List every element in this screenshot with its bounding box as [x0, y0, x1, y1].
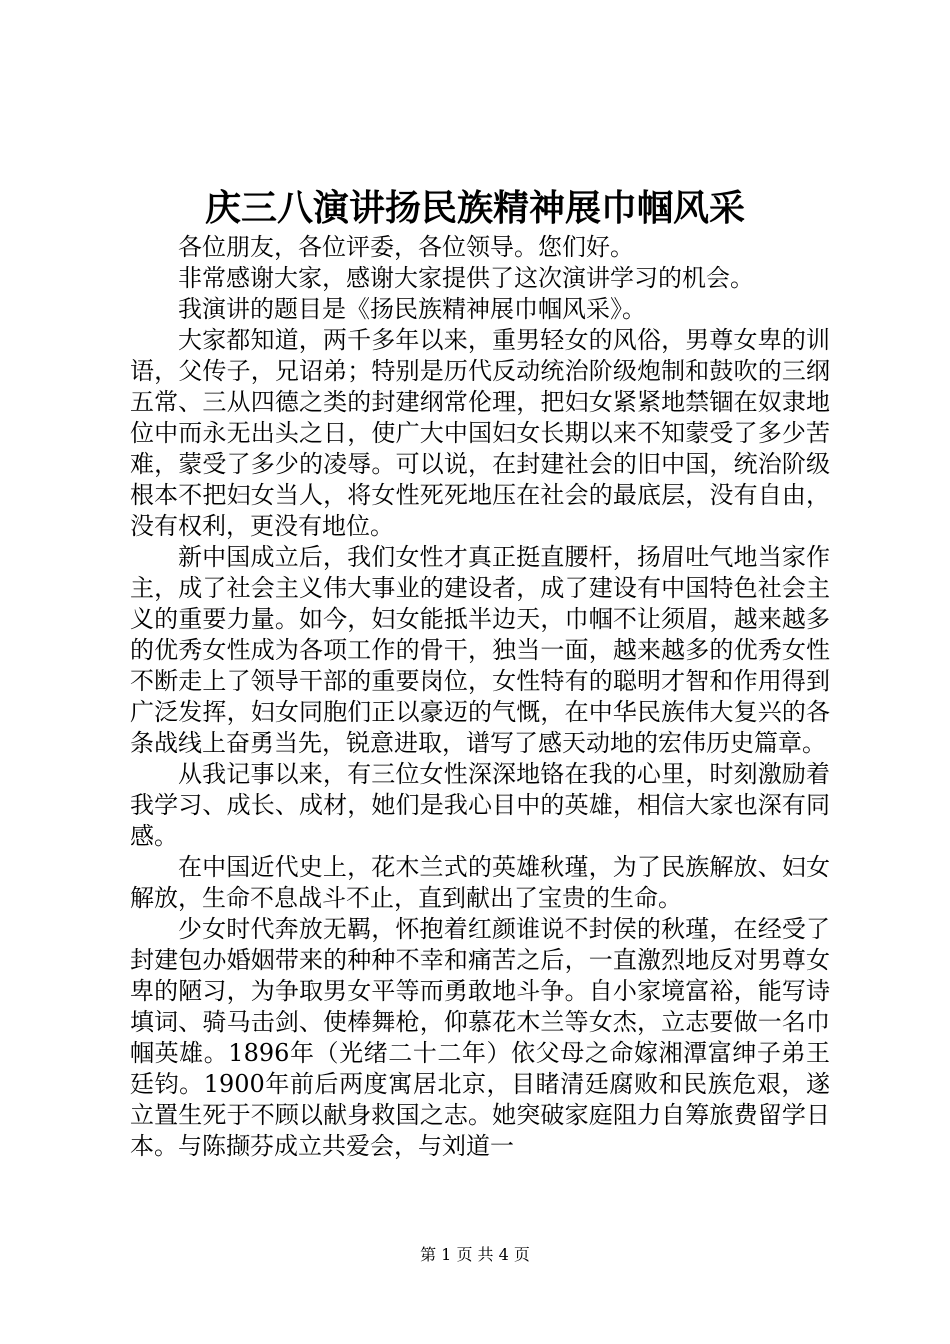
paragraph-thanks: 非常感谢大家，感谢大家提供了这次演讲学习的机会。: [178, 264, 754, 292]
document-body: [130, 232, 830, 1162]
document-title: 庆三八演讲扬民族精神展巾帼风采: [204, 187, 745, 229]
page-footer: 第 1 页 共 4 页: [420, 1245, 530, 1264]
paragraph-new-china: 新中国成立后，我们女性才真正挺直腰杆，扬眉吐气地当家作主，成了社会主义伟大事业的建设者，成了建设有中国特色社会主义的重要力量。如今，妇女能抵半边天，巾帼不让须眉，越来越多的优秀女性成为各项工作的骨干，独当一面，越来越多的优秀女性不断走上了领导干部的重要岗位，女性特有的聪明才智和作用得到广泛发挥，妇女同胞们正以豪迈的气慨，在中华民族伟大复兴的各条战线上奋勇当先，锐意进取，谱写了感天动地的宏伟历史篇章。: [130, 543, 830, 757]
paragraph-topic: 我演讲的题目是《扬民族精神展巾帼风采》。: [178, 295, 646, 323]
paragraph-qiu-jin-life: 少女时代奔放无羁，怀抱着红颜谁说不封侯的秋瑾，在经受了封建包办婚姻带来的种种不幸和痛苦之后，一直激烈地反对男尊女卑的陋习，为争取男女平等而勇敢地斗争。自小家境富裕，能写诗填词、骑马击剑、使棒舞枪，仰慕花木兰等女杰，立志要做一名巾帼英雄。1896年（光绪二十二年）依父母之命嫁湘潭富绅子弟王廷钧。1900年前后两度寓居北京，目睹清廷腐败和民族危艰，遂立置生死于不顾以献身救国之志。她突破家庭阻力自筹旅费留学日本。与陈撷芬成立共爱会，与刘道一: [130, 915, 830, 1160]
paragraph-history: 大家都知道，两千多年以来，重男轻女的风俗，男尊女卑的训语，父传子，兄诏弟；特别是历代反动统治阶级炮制和鼓吹的三纲五常、三从四德之类的封建纲常伦理，把妇女紧紧地禁锢在奴隶地位中而永无出头之日，使广大中国妇女长期以来不知蒙受了多少苦难，蒙受了多少的凌辱。可以说，在封建社会的旧中国，统治阶级根本不把妇女当人，将女性死死地压在社会的最底层，没有自由，没有权利，更没有地位。: [130, 326, 830, 540]
paragraph-qiu-jin-intro: 在中国近代史上，花木兰式的英雄秋瑾，为了民族解放、妇女解放，生命不息战斗不止，直到献出了宝贵的生命。: [130, 853, 830, 912]
paragraph-greeting: 各位朋友，各位评委，各位领导。您们好。: [178, 233, 634, 261]
paragraph-three-women: 从我记事以来，有三位女性深深地铬在我的心里，时刻激励着我学习、成长、成材，她们是我心目中的英雄，相信大家也深有同感。: [130, 760, 830, 850]
